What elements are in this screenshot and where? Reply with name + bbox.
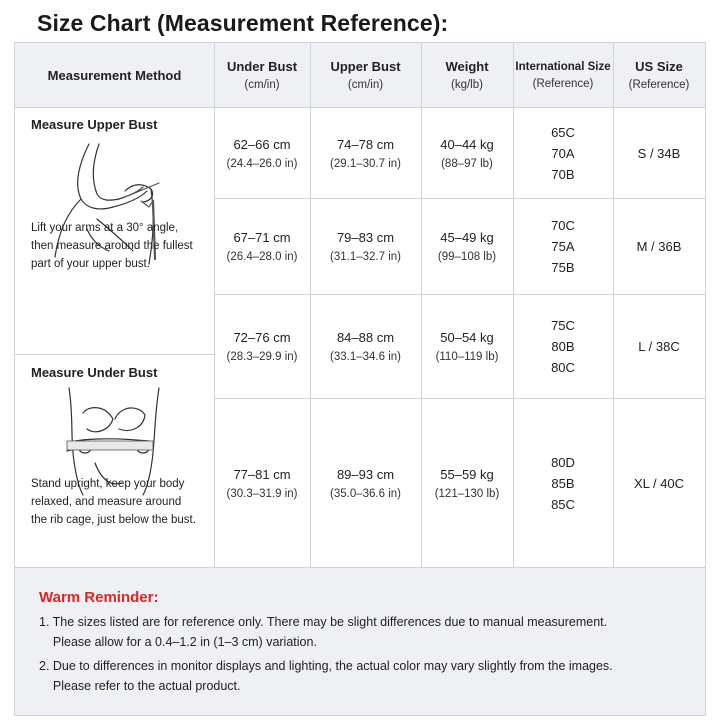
header-unit: (cm/in)	[347, 79, 384, 91]
size-code: 80B	[551, 339, 575, 354]
size-code: 80D	[551, 454, 575, 470]
size-code: 70B	[551, 166, 575, 182]
value-cm: 79–83 cm	[336, 230, 395, 245]
value-cm: 72–76 cm	[233, 330, 291, 345]
under-bust-cell	[214, 199, 310, 294]
weight-cell	[421, 295, 513, 398]
value-in: (33.1–34.6 in)	[330, 351, 401, 363]
value-in: (30.3–31.9 in)	[226, 487, 298, 500]
instruction-line: the rib cage, just below the bust.	[31, 514, 196, 526]
header-unit: (Reference)	[532, 77, 594, 90]
value-in: (35.0–36.6 in)	[330, 487, 401, 500]
us-size-cell	[613, 199, 705, 294]
instruction-line: relaxed, and measure around	[31, 496, 182, 508]
under-bust-instructions	[31, 475, 216, 529]
weight-cell	[421, 399, 513, 567]
value-lb: (110–119 lb)	[435, 351, 499, 363]
value-kg: 45–49 kg	[440, 230, 494, 245]
international-size-cell	[513, 295, 613, 398]
size-code: 75A	[551, 239, 575, 254]
header-label: Under Bust	[226, 59, 298, 74]
value-in: (26.4–28.0 in)	[226, 251, 298, 263]
size-code: 80C	[551, 360, 575, 375]
value-in: (24.4–26.0 in)	[226, 157, 298, 170]
under-bust-cell	[214, 399, 310, 567]
reminder-item-1	[39, 612, 607, 652]
us-size-value: M / 36B	[636, 239, 682, 254]
value-lb: (121–130 lb)	[434, 487, 500, 500]
header-upper-bust	[310, 43, 421, 107]
page-title: Size Chart (Measurement Reference):	[37, 10, 449, 36]
upper-bust-cell	[310, 199, 421, 294]
header-unit: (Reference)	[628, 79, 690, 91]
header-international-size	[513, 43, 613, 107]
value-cm: 74–78 cm	[336, 136, 395, 152]
value-cm: 62–66 cm	[233, 136, 291, 152]
international-size-cell	[513, 399, 613, 567]
header-label: Weight	[445, 59, 489, 74]
value-lb: (99–108 lb)	[437, 251, 497, 263]
under-bust-cell	[214, 295, 310, 398]
under-bust-heading: Measure Under Bust	[31, 365, 158, 380]
instruction-line: part of your upper bust.	[31, 258, 150, 270]
us-size-value: XL / 40C	[633, 475, 685, 491]
value-cm: 89–93 cm	[336, 466, 395, 482]
instruction-line: Lift your arms at a 30° angle,	[31, 222, 179, 234]
header-label: Measurement Method	[47, 67, 182, 83]
header-measurement-method	[15, 43, 214, 107]
size-code: 70C	[551, 218, 575, 233]
international-size-cell	[513, 199, 613, 294]
header-us-size	[613, 43, 705, 107]
us-size-cell	[613, 108, 705, 198]
size-code: 65C	[551, 124, 575, 140]
value-kg: 55–59 kg	[440, 466, 494, 482]
header-unit: (kg/lb)	[451, 79, 483, 91]
warm-reminder-panel	[14, 568, 706, 716]
us-size-cell	[613, 399, 705, 567]
weight-cell	[421, 108, 513, 198]
value-kg: 40–44 kg	[440, 136, 494, 152]
header-label: International Size	[515, 60, 611, 73]
value-in: (28.3–29.9 in)	[226, 351, 298, 363]
reminder-line: 1. The sizes listed are for reference only. There may be slight differences due to manual measurement.	[39, 615, 608, 629]
international-size-cell	[513, 108, 613, 198]
value-cm: 77–81 cm	[233, 466, 291, 482]
upper-bust-cell	[310, 108, 421, 198]
us-size-value: S / 34B	[637, 145, 681, 161]
size-code: 85B	[551, 475, 575, 491]
size-code: 75C	[551, 318, 575, 333]
header-weight	[421, 43, 513, 107]
value-cm: 67–71 cm	[233, 230, 291, 245]
upper-bust-cell	[310, 295, 421, 398]
value-cm: 84–88 cm	[336, 330, 395, 345]
size-code: 85C	[551, 496, 575, 512]
size-chart-table	[14, 42, 706, 568]
weight-cell	[421, 199, 513, 294]
upper-bust-heading: Measure Upper Bust	[31, 117, 158, 132]
grid-line	[15, 354, 214, 355]
value-in: (29.1–30.7 in)	[330, 157, 401, 170]
reminder-line: Please refer to the actual product.	[39, 679, 241, 693]
value-kg: 50–54 kg	[440, 330, 494, 345]
warm-reminder-title: Warm Reminder:	[39, 589, 159, 606]
header-label: Upper Bust	[330, 59, 401, 74]
instruction-line: Stand upright, keep your body	[31, 478, 185, 490]
header-label: US Size	[635, 59, 683, 74]
reminder-item-2	[39, 656, 613, 696]
value-in: (31.1–32.7 in)	[330, 251, 401, 263]
size-code: 70A	[551, 145, 575, 161]
us-size-value: L / 38C	[638, 339, 680, 354]
under-bust-cell	[214, 108, 310, 198]
value-lb: (88–97 lb)	[441, 157, 493, 170]
upper-bust-instructions	[31, 219, 216, 273]
header-unit: (cm/in)	[244, 79, 280, 91]
header-under-bust	[214, 43, 310, 107]
instruction-line: then measure around the fullest	[31, 240, 193, 252]
us-size-cell	[613, 295, 705, 398]
size-code: 75B	[551, 260, 575, 275]
reminder-line: 2. Due to differences in monitor displays and lighting, the actual color may vary slightly from the images.	[39, 659, 613, 673]
upper-bust-cell	[310, 399, 421, 567]
reminder-line: Please allow for a 0.4–1.2 in (1–3 cm) variation.	[39, 635, 317, 649]
